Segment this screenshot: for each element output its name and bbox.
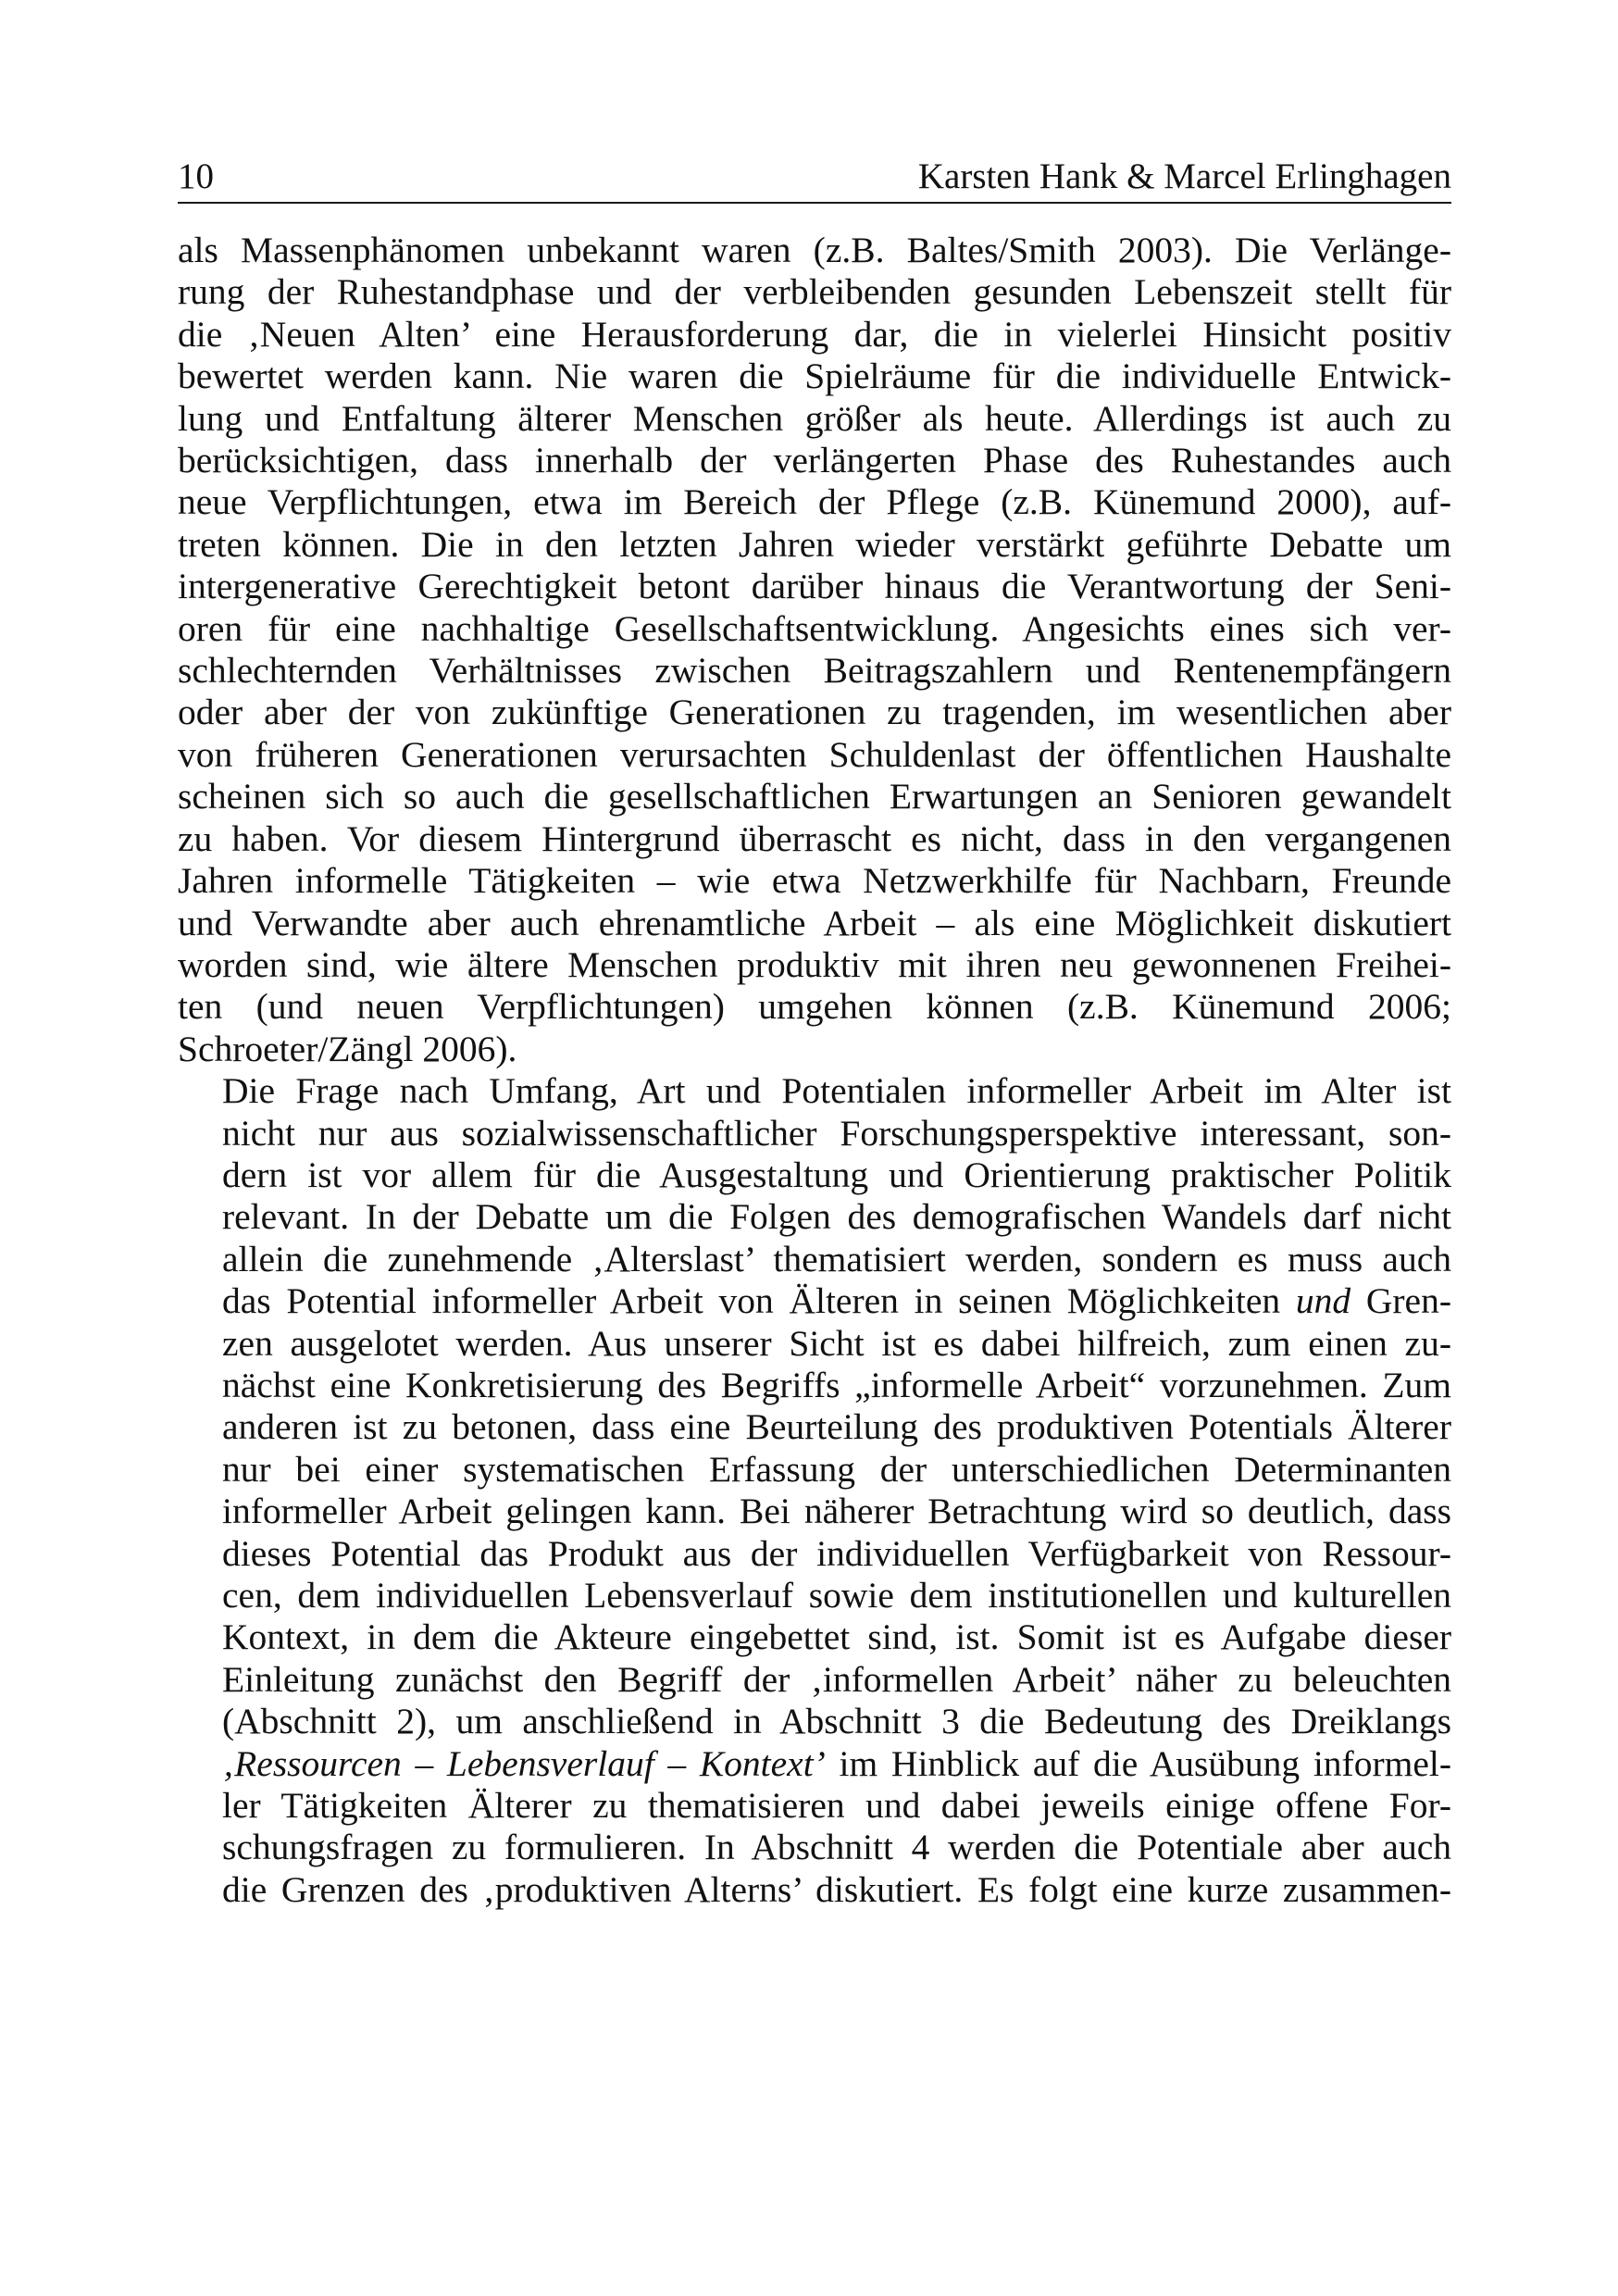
text-line: Kontext, in dem die Akteure eingebettet sind, ist. Somit ist es Aufgabe dieser	[222, 1616, 1451, 1658]
text-line: von früheren Generationen verursachten Schuldenlast der öffentlichen Haushalte	[178, 733, 1451, 775]
text-line: Einleitung zunächst den Begriff der ‚informellen Arbeit’ näher zu beleuchten	[222, 1658, 1451, 1700]
text-line: nur bei einer systematischen Erfassung der unterschiedlichen Determinanten	[222, 1448, 1451, 1490]
text-line: (Abschnitt 2), um anschließend in Abschnitt 3 die Bedeutung des Dreiklangs	[222, 1701, 1451, 1742]
text-line: Schroeter/Zängl 2006).	[178, 1028, 517, 1069]
text-line: informeller Arbeit gelingen kann. Bei näherer Betrachtung wird so deutlich, dass	[222, 1491, 1451, 1532]
text-line: schungsfragen zu formulieren. In Abschnitt 4 werden die Potentiale aber auch	[222, 1827, 1451, 1868]
text-line: die ‚Neuen Alten’ eine Herausforderung dar, die in vielerlei Hinsicht positiv	[178, 313, 1451, 355]
text-line: schlechternden Verhältnisses zwischen Beitragszahlern und Rentenempfängern	[178, 650, 1451, 692]
text-line-with-italic	[178, 1280, 1451, 1322]
text-line: ler Tätigkeiten Älterer zu thematisieren und dabei jeweils einige offene For-	[222, 1785, 1451, 1827]
text-line: zu haben. Vor diesem Hintergrund überrascht es nicht, dass in den vergangenen	[178, 817, 1451, 859]
text-line: als Massenphänomen unbekannt waren (z.B. Baltes/Smith 2003). Die Verlänge-	[178, 230, 1451, 270]
text-line: worden sind, wie ältere Menschen produktiv mit ihren neu gewonnenen Freihei-	[178, 943, 1451, 985]
text-line: Jahren informelle Tätigkeiten – wie etwa Netzwerkhilfe für Nachbarn, Freunde	[178, 860, 1451, 902]
text-line: intergenerative Gerechtigkeit betont darüber hinaus die Verantwortung der Seni-	[178, 566, 1451, 607]
text-line: nicht nur aus sozialwissenschaftlicher Forschungsperspektive interessant, son-	[222, 1112, 1451, 1154]
page-number: 10	[178, 156, 214, 196]
text-line: Die Frage nach Umfang, Art und Potentialen informeller Arbeit im Alter ist	[222, 1070, 1451, 1112]
text-line: treten können. Die in den letzten Jahren wieder verstärkt geführte Debatte um	[178, 523, 1451, 565]
text-line: scheinen sich so auch die gesellschaftlichen Erwartungen an Senioren gewandelt	[178, 776, 1451, 817]
text-line: oren für eine nachhaltige Gesellschaftsentwicklung. Angesichts eines sich ver-	[178, 607, 1451, 649]
text-line: bewertet werden kann. Nie waren die Spielräume für die individuelle Entwick-	[178, 356, 1451, 397]
italic-emphasis: und	[1295, 1280, 1351, 1322]
text-line: nächst eine Konkretisierung des Begriffs „informelle Arbeit“ vorzunehmen. Zum	[222, 1364, 1451, 1405]
text-line: dern ist vor allem für die Ausgestaltung und Orientierung praktischer Politik	[222, 1154, 1451, 1195]
text-line: die Grenzen des ‚produktiven Alterns’ diskutiert. Es folgt eine kurze zusammen-	[222, 1868, 1451, 1910]
text-segment: Gren-	[1350, 1280, 1451, 1322]
text-line: neue Verpflichtungen, etwa im Bereich der Pflege (z.B. Künemund 2000), auf-	[178, 481, 1451, 523]
paragraph-1	[178, 230, 1451, 1070]
text-line: rung der Ruhestandphase und der verbleibenden gesunden Lebenszeit stellt für	[178, 271, 1451, 313]
page	[178, 156, 1451, 1911]
text-line: dieses Potential das Produkt aus der individuellen Verfügbarkeit von Ressour-	[222, 1532, 1451, 1574]
running-title: Karsten Hank & Marcel Erlinghagen	[917, 156, 1451, 196]
text-line: und Verwandte aber auch ehrenamtliche Arbeit – als eine Möglichkeit diskutiert	[178, 902, 1451, 943]
body-text	[178, 230, 1451, 1911]
text-line-with-italic	[178, 1743, 1451, 1785]
text-segment: das Potential informeller Arbeit von Älteren in seinen Möglichkeiten	[222, 1280, 1296, 1322]
text-segment: im Hinblick auf die Ausübung informel-	[825, 1742, 1451, 1784]
italic-emphasis: ‚Ressourcen – Lebensverlauf – Kontext’	[222, 1742, 826, 1784]
text-line: berücksichtigen, dass innerhalb der verlängerten Phase des Ruhestandes auch	[178, 440, 1451, 481]
running-header	[178, 156, 1451, 204]
text-line: anderen ist zu betonen, dass eine Beurteilung des produktiven Potentials Älterer	[222, 1406, 1451, 1448]
text-line: relevant. In der Debatte um die Folgen des demografischen Wandels darf nicht	[222, 1196, 1451, 1238]
paragraph-2	[178, 1070, 1451, 1911]
text-line: ten (und neuen Verpflichtungen) umgehen können (z.B. Künemund 2006;	[178, 986, 1451, 1028]
text-line: allein die zunehmende ‚Alterslast’ thematisiert werden, sondern es muss auch	[222, 1238, 1451, 1279]
text-line: zen ausgelotet werden. Aus unserer Sicht ist es dabei hilfreich, zum einen zu-	[222, 1322, 1451, 1364]
text-line: lung und Entfaltung älterer Menschen größer als heute. Allerdings ist auch zu	[178, 397, 1451, 439]
text-line: cen, dem individuellen Lebensverlauf sowie dem institutionellen und kulturellen	[222, 1575, 1451, 1616]
text-line: oder aber der von zukünftige Generationen zu tragenden, im wesentlichen aber	[178, 692, 1451, 733]
